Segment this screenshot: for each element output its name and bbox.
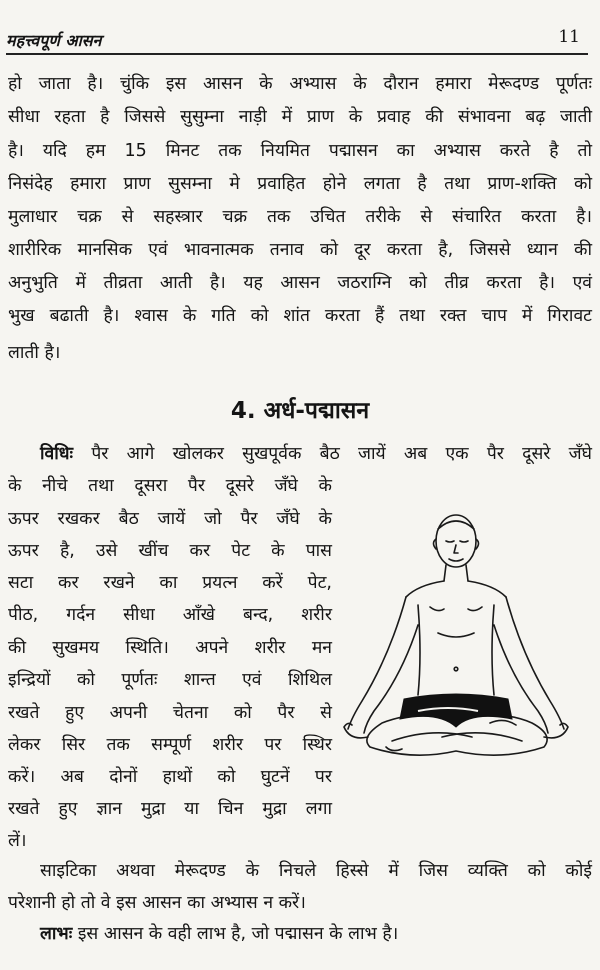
labh-label: लाभः [40,924,73,944]
page-number: 11 [558,27,580,47]
para1-line-4: निसंदेह हमारा प्राण सुसम्ना मे प्रवाहित होने लगता है तथा प्राण-शक्ति को [8,174,592,194]
vidhi-line-10: लेकर सिर तक सम्पूर्ण शरीर पर स्थिर [8,735,332,755]
header-title: महत्त्वपूर्ण आसन [6,31,102,50]
vidhi-line-11: करें। अब दोनों हाथों को घुटनें पर [8,767,332,787]
para1-line-9: लाती है। [8,343,61,363]
caution-line-1: साइटिका अथवा मेरूदण्ड के निचले हिस्से में जिस व्यक्ति को कोई [40,861,592,881]
vidhi-line-5: सटा कर रखने का प्रयत्न करें पेट, [8,573,332,593]
para1-line-5: मुलाधार चक्र से सहस्त्रार चक्र तक उचित तरीके से संचारित करता है। [8,207,592,227]
para1-line-6: शारीरिक मानसिक एवं भावनात्मक तनाव को दूर करता है, जिससे ध्यान की [8,240,592,260]
vidhi-line-8: इन्द्रियों को पूर्णतः शान्त एवं शिथिल [8,670,332,690]
vidhi-label: विधिः [40,444,74,464]
labh-text: इस आसन के वही लाभ है, जो पद्मासन के लाभ है। [77,924,399,944]
para1-line-2: सीधा रहता है जिससे सुसुम्ना नाड़ी में प्राण के प्रवाह की संभावना बढ़ जाती [8,107,592,127]
vidhi-line-4: ऊपर है, उसे खींच कर पेट के पास [8,541,332,561]
figure-left-arm [348,597,406,729]
vidhi-line-3: ऊपर रखकर बैठ जायें जो पैर जँघे के [8,509,332,529]
vidhi-line-1 [40,442,592,466]
para1-line-8: भुख बढाती है। श्वास के गति को शांत करता हैं तथा रक्त चाप में गिरावट [8,306,592,326]
ardha-padmasana-illustration [322,505,590,765]
caution-line-2: परेशानी हो तो वे इस आसन का अभ्यास न करें। [8,893,306,913]
vidhi-line-1-text: पैर आगे खोलकर सुखपूर्वक बैठ जायें अब एक पैर दूसरे जँघे [91,444,592,464]
para1-line-3: है। यदि हम 15 मिनट तक नियमित पद्मासन का अभ्यास करते है तो [8,141,592,161]
vidhi-line-2: के नीचे तथा दूसरा पैर दूसरे जँघे के [8,476,332,496]
vidhi-line-9: रखते हुए अपनी चेतना को पैर से [8,703,332,723]
para1-line-7: अनुभुति में तीव्रता आती है। यह आसन जठराग्नि को तीव्र करता है। एवं [8,273,592,293]
para1-line-1: हो जाता है। चुंकि इस आसन के अभ्यास के दौरान हमारा मेरूदण्ड पूर्णतः [8,74,592,94]
section-heading: 4. अर्ध-पद्मासन [230,398,370,424]
vidhi-line-6: पीठ, गर्दन सीधा आँखे बन्द, शरीर [8,605,332,625]
running-header [6,27,588,55]
vidhi-line-13: लें। [8,831,27,851]
figure-head [436,515,476,567]
vidhi-line-12: रखते हुए ज्ञान मुद्रा या चिन मुद्रा लगा [8,799,332,819]
figure-right-arm [506,597,564,729]
labh-line [40,922,592,946]
vidhi-line-7: की सुखमय स्थिति। अपने शरीर मन [8,638,332,658]
